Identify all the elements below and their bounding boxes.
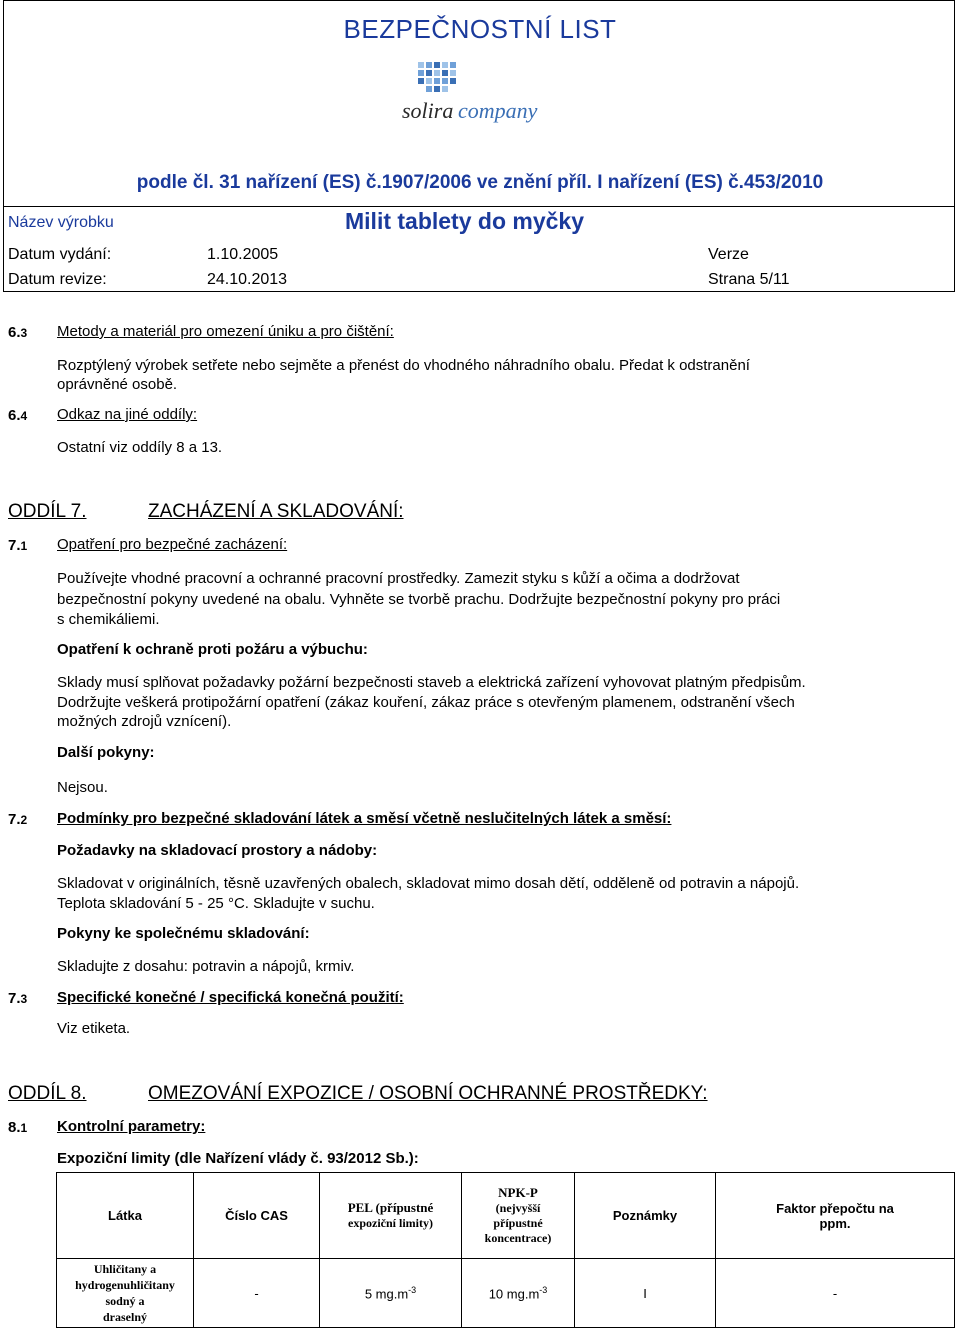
heading-6-4: Odkaz na jiné oddíly: xyxy=(57,406,198,423)
cell-factor: - xyxy=(716,1259,955,1328)
header-cell-pel: PEL (přípustné expoziční limity) xyxy=(320,1173,462,1259)
other-instructions-text: Nejsou. xyxy=(57,779,108,796)
heading-8-1: Kontrolní parametry: xyxy=(57,1118,206,1135)
logo-graphic xyxy=(400,60,538,132)
text-7-1-line3: s chemikáliemi. xyxy=(57,611,160,628)
table-header-row xyxy=(57,1173,955,1259)
page-number: Strana 5/11 xyxy=(708,271,790,288)
logo-text-part1: solira xyxy=(402,98,454,123)
header-separator xyxy=(3,206,955,207)
product-label: Název výrobku xyxy=(8,214,114,231)
text-7-1-line1: Používejte vhodné pracovní a ochranné pracovní prostředky. Zamezit styku s kůží a očima a dodržovat xyxy=(57,570,740,587)
exposure-limits-table xyxy=(56,1172,955,1328)
section-number-7-3: 7.3 xyxy=(8,990,28,1007)
heading-7-1: Opatření pro bezpečné zacházení: xyxy=(57,536,288,553)
logo-text-part2: company xyxy=(458,98,538,123)
other-instructions-heading: Další pokyny: xyxy=(57,744,155,761)
text-6-4: Ostatní viz oddíly 8 a 13. xyxy=(57,439,223,456)
document-title: BEZPEČNOSTNÍ LIST xyxy=(343,14,617,44)
fire-text-line1: Sklady musí splňovat požadavky požární bezpečnosti staveb a elektrická zařízení vyhovovat platným předpisům. xyxy=(57,674,806,691)
section-7-title: ZACHÁZENÍ A SKLADOVÁNÍ: xyxy=(148,501,404,522)
product-name: Milit tablety do myčky xyxy=(345,208,585,234)
exposure-limits-heading: Expoziční limity (dle Nařízení vlády č. 93/2012 Sb.): xyxy=(57,1150,419,1167)
header-cell-notes: Poznámky xyxy=(575,1173,716,1259)
issue-date: 1.10.2005 xyxy=(207,246,279,263)
revision-date: 24.10.2013 xyxy=(207,271,288,288)
regulation-line: podle čl. 31 nařízení (ES) č.1907/2006 ve znění příl. I nařízení (ES) č.453/2010 xyxy=(136,172,824,193)
section-8-title: OMEZOVÁNÍ EXPOZICE / OSOBNÍ OCHRANNÉ PROSTŘEDKY: xyxy=(148,1083,708,1104)
text-6-3-line1: Rozptýlený výrobek setřete nebo sejměte a přenést do vhodného náhradního obalu. Předat k odstranění xyxy=(57,357,750,374)
text-7-1-line2: bezpečnostní pokyny uvedené na obalu. Vyhněte se tvorbě prachu. Dodržujte bezpečnostní pokyny pro práci xyxy=(57,591,781,608)
joint-storage-text: Skladujte z dosahu: potravin a nápojů, krmiv. xyxy=(57,958,355,975)
storage-requirements-heading: Požadavky na skladovací prostory a nádoby: xyxy=(57,842,378,859)
header-cell-factor: Faktor přepočtu na ppm. xyxy=(716,1173,955,1259)
cell-cas: - xyxy=(194,1259,320,1328)
fire-text-line2: Dodržujte veškerá protipožární opatření (zákaz kouření, zákaz práce s otevřeným plamenem, odstranění všech xyxy=(57,694,795,711)
section-number-8-1: 8.1 xyxy=(8,1119,28,1136)
section-number-6-3: 6.3 xyxy=(8,324,28,341)
text-6-3-line2: oprávněné osobě. xyxy=(57,376,178,393)
text-7-3: Viz etiketa. xyxy=(57,1020,131,1037)
storage-requirements-line2: Teplota skladování 5 - 25 °C. Skladujte v suchu. xyxy=(57,895,375,912)
cell-substance: Uhličitany a hydrogenuhličitany sodný a draselný xyxy=(57,1259,194,1328)
section-number-7-2: 7.2 xyxy=(8,811,28,828)
joint-storage-heading: Pokyny ke společnému skladování: xyxy=(57,925,310,942)
revision-date-label: Datum revize: xyxy=(8,271,107,288)
heading-7-3: Specifické konečné / specifická konečná použití: xyxy=(57,989,404,1006)
version-label: Verze xyxy=(708,246,749,263)
section-number-6-4: 6.4 xyxy=(8,407,28,424)
heading-6-3: Metody a materiál pro omezení úniku a pro čištění: xyxy=(57,323,394,340)
section-number-7-1: 7.1 xyxy=(8,537,28,554)
cell-notes: I xyxy=(575,1259,716,1328)
header-cell-cas: Číslo CAS xyxy=(194,1173,320,1259)
storage-requirements-line1: Skladovat v originálních, těsně uzavřených obalech, skladovat mimo dosah dětí, odděleně od potravin a nápojů. xyxy=(57,875,800,892)
fire-heading: Opatření k ochraně proti požáru a výbuchu: xyxy=(57,641,368,658)
fire-text-line3: možných zdrojů vznícení). xyxy=(57,713,232,730)
issue-date-label: Datum vydání: xyxy=(8,246,112,263)
cell-pel: 5 $mg.m^{-3}$ xyxy=(320,1259,462,1328)
cell-npk: 10 $mg.m^{-3}$ xyxy=(462,1259,575,1328)
header-cell-npk: NPK-P (nejvyšší přípustné koncentrace) xyxy=(462,1173,575,1259)
section-8-label: ODDÍL 8. xyxy=(8,1083,87,1104)
table-row xyxy=(57,1259,955,1328)
heading-7-2: Podmínky pro bezpečné skladování látek a směsí včetně neslučitelných látek a směsí: xyxy=(57,810,672,827)
company-logo xyxy=(400,60,538,132)
header-cell-substance: Látka xyxy=(57,1173,194,1259)
section-7-label: ODDÍL 7. xyxy=(8,501,87,522)
